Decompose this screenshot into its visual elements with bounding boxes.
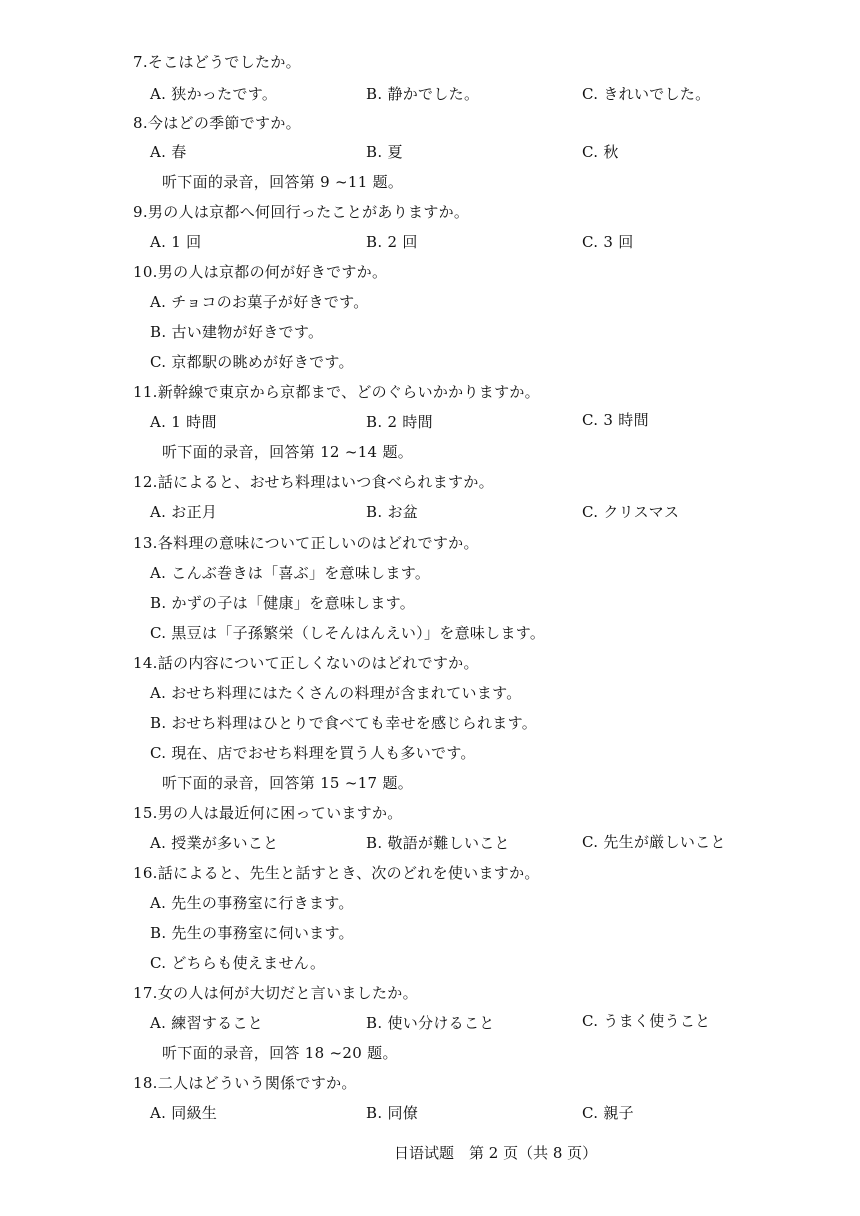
option-c: C. 京都駅の眺めが好きです。 <box>150 353 354 371</box>
question-number: 12. <box>133 473 158 491</box>
question-18 <box>133 1073 357 1093</box>
choice-c: C. 3 回 <box>582 233 634 251</box>
choice-b: B. 夏 <box>366 143 403 161</box>
question-16 <box>133 863 540 883</box>
choice-c: C. うまく使うこと <box>582 1012 711 1030</box>
question-text: 話の内容について正しくないのはどれですか。 <box>157 654 479 672</box>
question-text: 男の人は最近何に困っていますか。 <box>157 804 403 822</box>
question-text: 男の人は京都へ何回行ったことがありますか。 <box>147 203 470 221</box>
option-c: C. 現在、店でおせち料理を買う人も多いです。 <box>150 744 476 762</box>
listening-instruction: 听下面的录音，回答第 15 ~17 题。 <box>162 774 414 792</box>
option-a: A. 先生の事務室に行きます。 <box>150 894 354 912</box>
question-9 <box>133 202 469 222</box>
choice-c: C. 先生が厳しいこと <box>582 833 726 851</box>
choice-c: C. 3 時間 <box>582 411 649 429</box>
option-a: A. こんぶ巻きは「喜ぶ」を意味します。 <box>150 564 431 582</box>
question-15 <box>133 803 403 823</box>
question-number: 16. <box>133 864 158 882</box>
choice-a: A. 練習すること <box>150 1014 264 1032</box>
choice-b: B. お盆 <box>366 503 419 521</box>
question-number: 9. <box>133 203 148 221</box>
choice-b: B. 同僚 <box>366 1104 419 1122</box>
choice-a: A. 狭かったです。 <box>150 85 278 103</box>
choice-b: B. 2 回 <box>366 233 418 251</box>
choice-c: C. クリスマス <box>582 503 680 521</box>
question-number: 13. <box>133 534 158 552</box>
listening-instruction: 听下面的录音，回答第 9 ~11 题。 <box>162 173 404 191</box>
question-number: 10. <box>133 263 158 281</box>
question-10 <box>133 262 387 282</box>
choice-b: B. 敬語が難しいこと <box>366 834 510 852</box>
question-number: 8. <box>133 114 148 132</box>
option-b: B. 古い建物が好きです。 <box>150 323 324 341</box>
choice-a: A. 1 回 <box>150 233 202 251</box>
option-c: C. 黒豆は「子孫繁栄（しそんはんえい）」を意味します。 <box>150 624 546 642</box>
choice-a: A. 同級生 <box>150 1104 218 1122</box>
question-text: 各料理の意味について正しいのはどれですか。 <box>157 534 479 552</box>
option-c: C. どちらも使えません。 <box>150 954 326 972</box>
page-footer: 日语试题 第 2 页（共 8 页） <box>394 1144 598 1162</box>
question-text: 女の人は何が大切だと言いましたか。 <box>157 984 418 1002</box>
question-text: 新幹線で東京から京都まで、どのぐらいかかりますか。 <box>157 383 540 401</box>
question-text: 話によると、先生と話すとき、次のどれを使いますか。 <box>157 864 540 882</box>
question-17 <box>133 983 418 1003</box>
choice-b: B. 2 時間 <box>366 413 433 431</box>
choice-c: C. 親子 <box>582 1104 634 1122</box>
choice-c: C. 秋 <box>582 143 619 161</box>
question-number: 18. <box>133 1074 158 1092</box>
question-13 <box>133 533 479 553</box>
question-text: そこはどうでしたか。 <box>147 53 301 71</box>
choice-a: A. 1 時間 <box>150 413 217 431</box>
question-number: 11. <box>133 383 158 401</box>
choice-b: B. 静かでした。 <box>366 85 480 103</box>
question-7 <box>133 52 301 72</box>
question-text: 話によると、おせち料理はいつ食べられますか。 <box>157 473 494 491</box>
question-14 <box>133 653 479 673</box>
question-number: 17. <box>133 984 158 1002</box>
question-number: 7. <box>133 53 148 71</box>
question-12 <box>133 472 494 492</box>
question-11 <box>133 382 540 402</box>
listening-instruction: 听下面的录音，回答 18 ~20 题。 <box>162 1044 398 1062</box>
choice-c: C. きれいでした。 <box>582 85 711 103</box>
choice-a: A. お正月 <box>150 503 218 521</box>
question-number: 15. <box>133 804 158 822</box>
question-number: 14. <box>133 654 158 672</box>
question-text: 今はどの季節ですか。 <box>147 114 301 132</box>
option-a: A. チョコのお菓子が好きです。 <box>150 293 369 311</box>
option-a: A. おせち料理にはたくさんの料理が含まれています。 <box>150 684 522 702</box>
listening-instruction: 听下面的录音，回答第 12 ~14 题。 <box>162 443 414 461</box>
question-text: 男の人は京都の何が好きですか。 <box>157 263 388 281</box>
choice-a: A. 春 <box>150 143 187 161</box>
choice-a: A. 授業が多いこと <box>150 834 279 852</box>
option-b: B. かずの子は「健康」を意味します。 <box>150 594 416 612</box>
question-text: 二人はどういう関係ですか。 <box>157 1074 357 1092</box>
choice-b: B. 使い分けること <box>366 1014 495 1032</box>
option-b: B. 先生の事務室に伺います。 <box>150 924 354 942</box>
option-b: B. おせち料理はひとりで食べても幸せを感じられます。 <box>150 714 538 732</box>
question-8 <box>133 113 301 133</box>
